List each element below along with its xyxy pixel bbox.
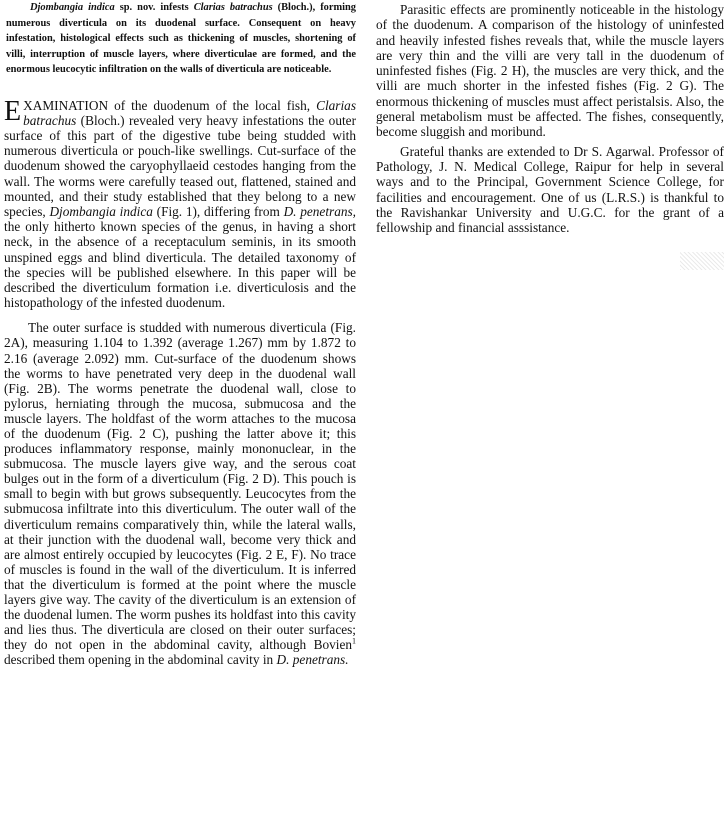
intro-host: Clarias batrachus (23, 97, 356, 128)
body2-text-2: described them opening in the abdominal cavity in (4, 652, 277, 668)
abstract-species: Djombangia indica (30, 2, 115, 13)
abstract-text-2: (Bloch.), forming numerous diverticula on its duodenal surface. Consequent on heavy infestation, histological effects such as thickening of muscles, shortening of villi, interruption of muscle layers, where diverticulae are formed, and the enormous leucocytic infiltration on the walls of diverticula are noticeable. (6, 2, 356, 75)
right-column (376, 0, 724, 235)
acknowledgements-paragraph: Grateful thanks are extended to Dr S. Agarwal. Professor of Pathology, J. N. Medical College, Raipur for help in several ways and to the Principal, Government Science College, for facilities and encouragement. One of us (L.R.S.) is thankful to the Ravishankar University and U.G.C. for the grant of a fellowship and financial asssistance. (376, 143, 724, 236)
intro-text-2: (Bloch.) revealed very heavy infestations the outer surface of this part of the digestive tube being studded with numerous diverticula or pouch-like swellings. Cut-surface of the duodenum showed the caryophyllaeid cestodes hanging from the wall. The worms were carefully teased out, flattened, stained and mounted, and their study established that they belong to a new species, (4, 112, 356, 219)
body-paragraph-3: Parasitic effects are prominently noticeable in the histology of the duodenum. A comparison of the histology of uninfested and heavily infested fishes reveals that, while the muscle layers are very thin and the villi are very tall in the duodenum of uninfested fishes (Fig. 2 H), the muscles are very thick, and the villi are much shorter in the infested fishes (Fig. 2 G). The enormous thickening of muscles must affect peristalsis. Also, the general metabolism must be affected. The fishes, consequently, become sluggish and moribund. (376, 2, 724, 140)
intro-text-1: XAMINATION of the duodenum of the local fish, (23, 97, 317, 113)
abstract-host: Clarias batrachus (193, 2, 273, 13)
abstract (6, 0, 356, 78)
intro-species: Djombangia indica (49, 203, 153, 219)
left-column (4, 0, 356, 668)
intro-text-4: the only hitherto known species of the genus, in having a short neck, in the absence of a receptaculum seminis, in its smooth unspined eggs and blind diverticula. The detailed taxonomy of the species will be published elsewhere. In this paper will be described the diverticulum formation i.e. diverticulosis and the histopathology of the infested duodenum. (4, 219, 356, 311)
body-paragraph-2 (4, 320, 356, 667)
drop-cap: E (4, 95, 22, 127)
abstract-text-1: sp. nov. infests (114, 2, 194, 13)
citation-superscript: 1 (352, 636, 356, 646)
scan-blemish (680, 252, 724, 270)
intro-paragraph (4, 95, 356, 311)
intro-text-3: (Fig. 1), differing from (152, 203, 284, 219)
body2-text-1: The outer surface is studded with numerous diverticula (Fig. 2A), measuring 1.104 to 1.392 (average 1.267) mm by 1.872 to 2.16 (average 2.092) mm. Cut-surface of the duodenum shows the worms to have penetrated very deep in the duodenal wall (Fig. 2B). The worms penetrate the duodenal wall, close to pylorus, herniating through the mucosa, submucosa and the muscle layers. The holdfast of the worm attaches to the mucosa of the duodenum (Fig. 2 C), pushing the latter above it; this produces inflammatory response, mainly mononuclear, in the submucosa. The muscle layers give way, and the serous coat bulges out in the form of a diverticulum (Fig. 2 D). This pouch is small to begin with but grows subsequently. Leucocytes from the submucosa infiltrate into this diverticulum. The outer wall of the diverticulum remains comparatively thin, while the lateral walls, at their junction with the duodenal wall, become very thick and are almost entirely occupied by leucocytes (Fig. 2 E, F). No trace of muscles is found in the wall of the diverticulum. It is inferred that the diverticulum is formed at the point where the muscle layers give way. The cavity of the diverticulum is an extension of the duodenal lumen. The worm pushes its holdfast into this cavity and lies thus. The diverticula are closed on their outer surfaces; they do not open in the abdominal cavity, although Bovien (4, 320, 356, 653)
intro-species-2: D. penetrans, (283, 203, 356, 219)
body2-species: D. penetrans. (276, 652, 349, 668)
